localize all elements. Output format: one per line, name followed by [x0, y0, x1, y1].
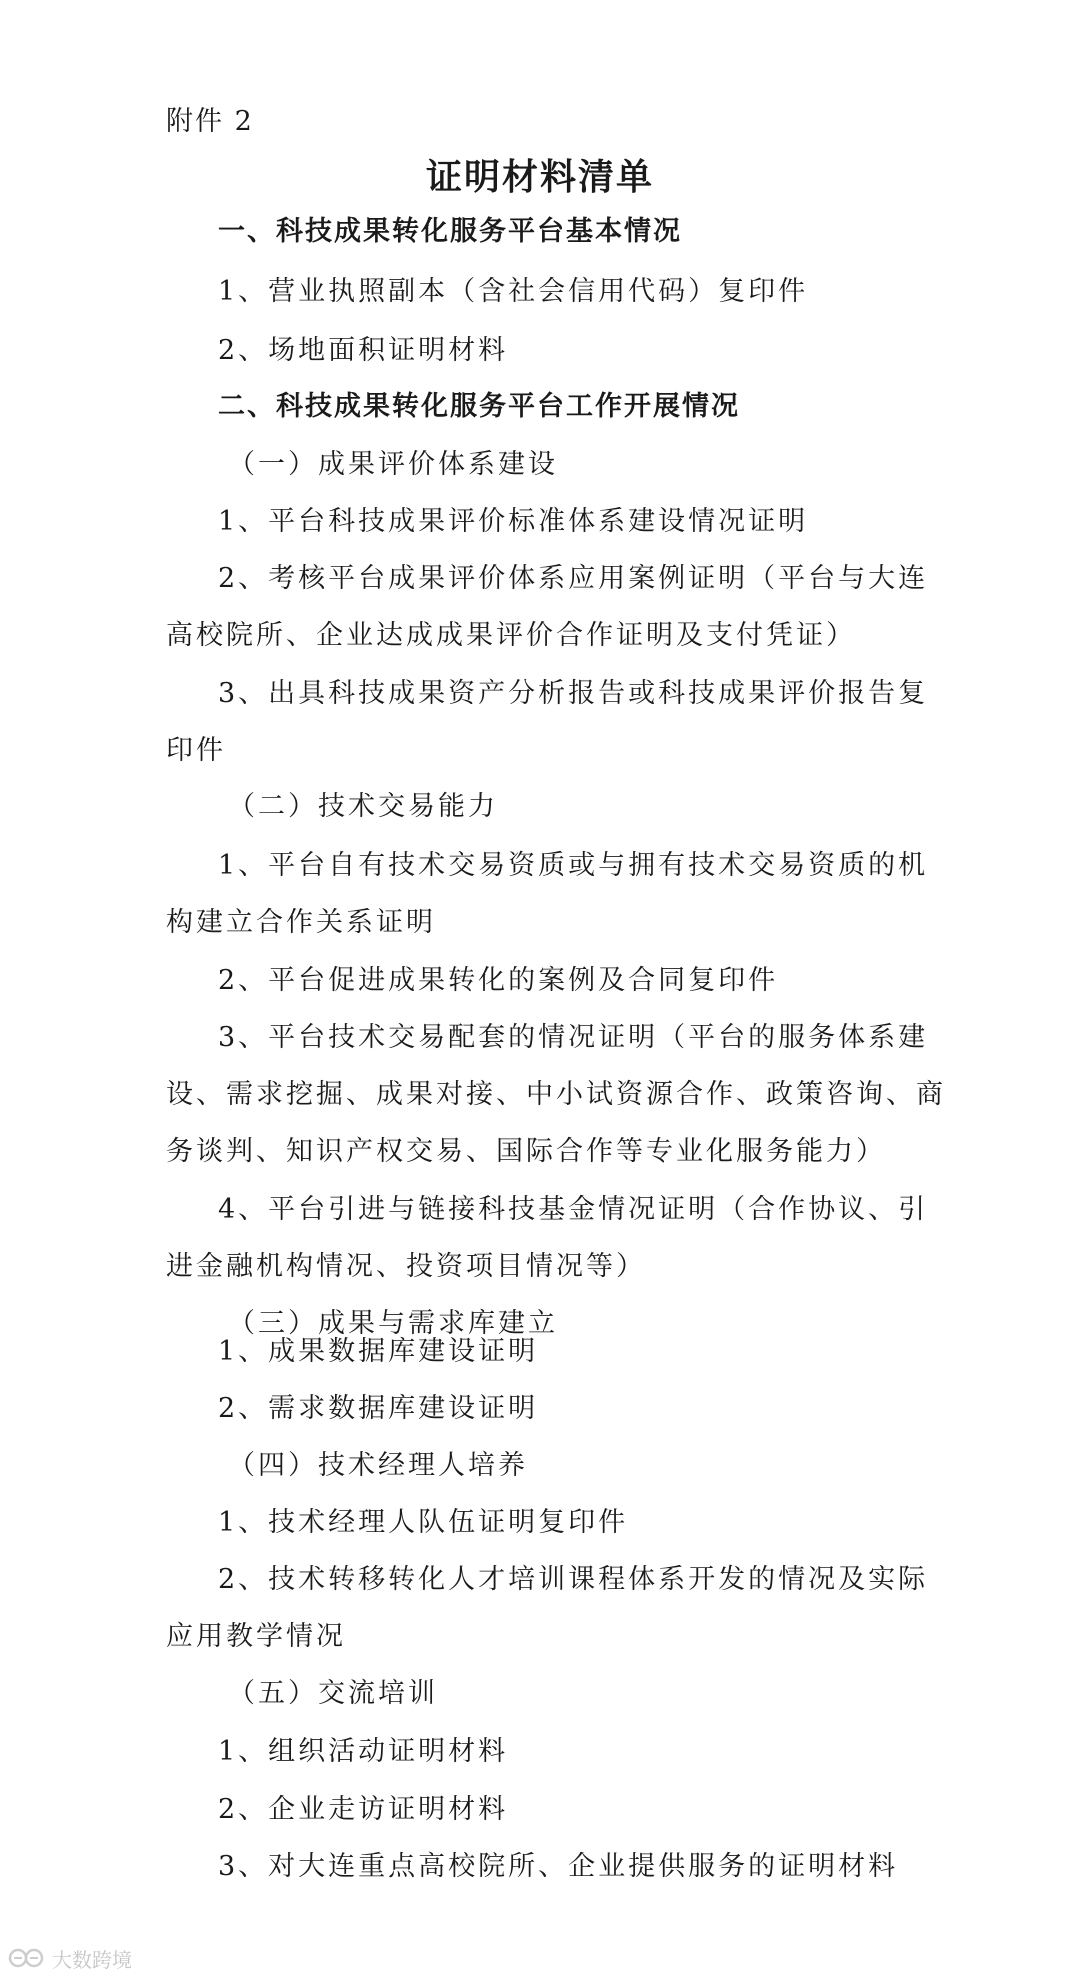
watermark-text: 大数跨境 — [52, 1947, 132, 1972]
subsection-5-item-2: 2、企业走访证明材料 — [218, 1794, 509, 1825]
subsection-2-item-3-line-2: 设、需求挖掘、成果对接、中小试资源合作、政策咨询、商 — [166, 1079, 946, 1110]
subsection-2-item-1-line-1: 1、平台自有技术交易资质或与拥有技术交易资质的机 — [218, 850, 929, 881]
subsection-2-item-2: 2、平台促进成果转化的案例及合同复印件 — [218, 965, 779, 996]
document-title: 证明材料清单 — [425, 157, 654, 198]
watermark-logo-icon — [8, 1946, 48, 1970]
subsection-3-item-2: 2、需求数据库建设证明 — [218, 1393, 539, 1424]
subsection-1-heading: （一）成果评价体系建设 — [228, 449, 558, 480]
subsection-2-item-3-line-3: 务谈判、知识产权交易、国际合作等专业化服务能力） — [166, 1136, 886, 1167]
subsection-4-heading: （四）技术经理人培养 — [228, 1450, 528, 1481]
subsection-2-item-4-line-1: 4、平台引进与链接科技基金情况证明（合作协议、引 — [218, 1194, 929, 1225]
subsection-2-heading: （二）技术交易能力 — [228, 791, 498, 822]
subsection-4-item-1: 1、技术经理人队伍证明复印件 — [218, 1507, 629, 1538]
subsection-3-heading: （三）成果与需求库建立 — [228, 1308, 558, 1339]
watermark — [8, 1944, 132, 1972]
subsection-5-item-1: 1、组织活动证明材料 — [218, 1736, 509, 1767]
annex-label: 附件 2 — [166, 106, 254, 137]
subsection-2-item-3-line-1: 3、平台技术交易配套的情况证明（平台的服务体系建 — [218, 1022, 929, 1053]
section-1-heading: 一、科技成果转化服务平台基本情况 — [218, 216, 682, 247]
subsection-5-item-3: 3、对大连重点高校院所、企业提供服务的证明材料 — [218, 1851, 899, 1882]
subsection-1-item-1: 1、平台科技成果评价标准体系建设情况证明 — [218, 506, 809, 537]
subsection-2-item-1-line-2: 构建立合作关系证明 — [166, 907, 436, 938]
subsection-4-item-2-line-2: 应用教学情况 — [166, 1621, 346, 1652]
section-1-item-2: 2、场地面积证明材料 — [218, 335, 509, 366]
subsection-2-item-4-line-2: 进金融机构情况、投资项目情况等） — [166, 1251, 646, 1282]
subsection-3-item-1: 1、成果数据库建设证明 — [218, 1336, 539, 1367]
section-1-item-1: 1、营业执照副本（含社会信用代码）复印件 — [218, 276, 809, 307]
subsection-4-item-2-line-1: 2、技术转移转化人才培训课程体系开发的情况及实际 — [218, 1564, 929, 1595]
subsection-1-item-2-line-2: 高校院所、企业达成成果评价合作证明及支付凭证） — [166, 620, 856, 651]
subsection-5-heading: （五）交流培训 — [228, 1678, 438, 1709]
section-2-heading: 二、科技成果转化服务平台工作开展情况 — [218, 391, 740, 422]
subsection-1-item-3-line-2: 印件 — [166, 735, 226, 766]
subsection-1-item-2-line-1: 2、考核平台成果评价体系应用案例证明（平台与大连 — [218, 563, 929, 594]
subsection-1-item-3-line-1: 3、出具科技成果资产分析报告或科技成果评价报告复 — [218, 678, 929, 709]
